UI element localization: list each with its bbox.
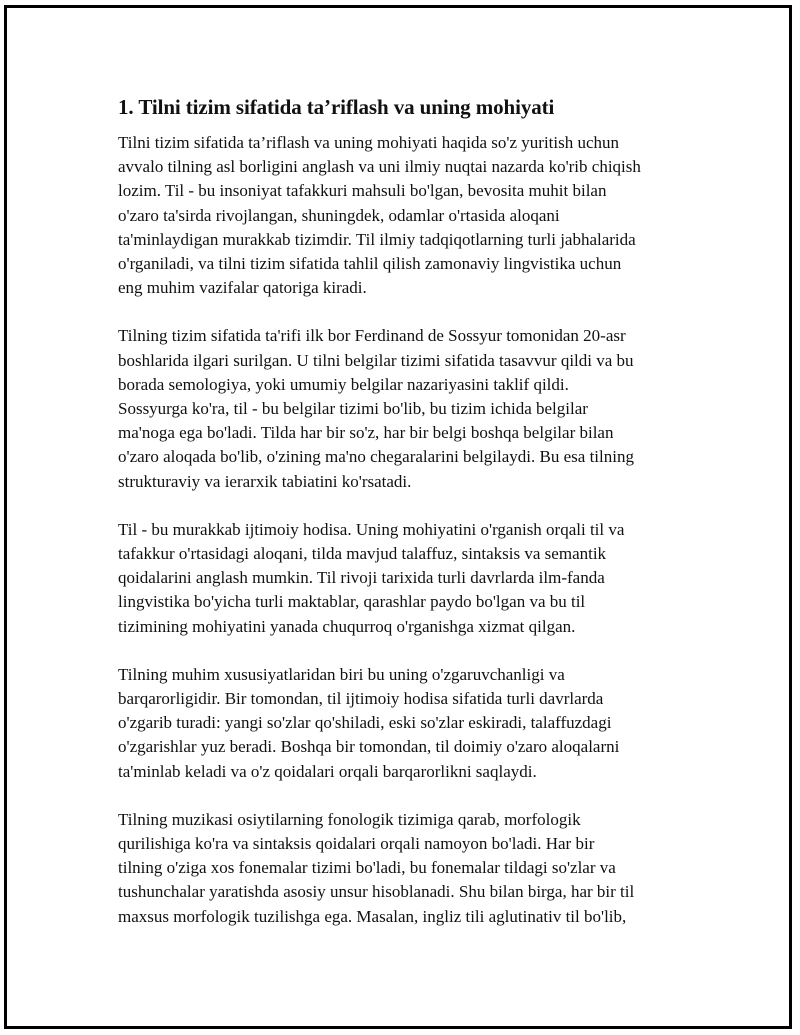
text-line: qurilishiga ko'ra va sintaksis qoidalari orqali namoyon bo'ladi. Har bir [118, 834, 595, 854]
text-line: Tilning muhim xususiyatlaridan biri bu uning o'zgaruvchanligi va [118, 664, 565, 684]
text-line: Til - bu murakkab ijtimoiy hodisa. Uning mohiyatini o'rganish orqali til va [118, 519, 625, 539]
text-line: ta'minlaydigan murakkab tizimdir. Til ilmiy tadqiqotlarning turli jabhalarida [118, 229, 636, 249]
text-line: qoidalarini anglash mumkin. Til rivoji tarixida turli davrlarda ilm-fanda [118, 568, 605, 588]
paragraph-4 [118, 663, 698, 784]
text-line: avvalo tilning asl borligini anglash va uni ilmiy nuqtai nazarda ko'rib chiqish [118, 157, 641, 177]
paragraph-1 [118, 131, 698, 300]
text-line: ma'noga ega bo'ladi. Tilda har bir so'z, har bir belgi boshqa belgilar bilan [118, 423, 614, 443]
text-line: o'rganiladi, va tilni tizim sifatida tahlil qilish zamonaviy lingvistika uchun [118, 254, 622, 274]
text-line: Tilning tizim sifatida ta'rifi ilk bor Ferdinand de Sossyur tomonidan 20-asr [118, 326, 626, 346]
text-line: strukturaviy va ierarxik tabiatini ko'rsatadi. [118, 471, 412, 491]
text-line: lozim. Til - bu insoniyat tafakkuri mahsuli bo'lgan, bevosita muhit bilan [118, 181, 607, 201]
text-line: Tilning muzikasi osiytilarning fonologik tizimiga qarab, morfologik [118, 809, 581, 829]
text-line: o'zgarishlar yuz beradi. Boshqa bir tomondan, til doimiy o'zaro aloqalarni [118, 737, 620, 757]
text-line: boshlarida ilgari surilgan. U tilni belgilar tizimi sifatida tasavvur qildi va bu [118, 350, 634, 370]
text-line: tilning o'ziga xos fonemalar tizimi bo'ladi, bu fonemalar tildagi so'zlar va [118, 858, 616, 878]
text-line: o'zaro aloqada bo'lib, o'zining ma'no chegaralarini belgilaydi. Bu esa tilning [118, 447, 634, 467]
text-line: ta'minlab keladi va o'z qoidalari orqali barqarorlikni saqlaydi. [118, 761, 537, 781]
paragraph-2 [118, 324, 698, 493]
text-line: o'zgarib turadi: yangi so'zlar qo'shiladi, eski so'zlar eskiradi, talaffuzdagi [118, 713, 612, 733]
document-body [118, 93, 698, 953]
text-line: barqarorligidir. Bir tomondan, til ijtimoiy hodisa sifatida turli davrlarda [118, 689, 604, 709]
paragraph-5 [118, 808, 698, 929]
text-line: tushunchalar yaratishda asosiy unsur hisoblanadi. Shu bilan birga, har bir til [118, 882, 635, 902]
text-line: Sossyurga ko'ra, til - bu belgilar tizimi bo'lib, bu tizim ichida belgilar [118, 399, 588, 419]
text-line: Tilni tizim sifatida ta’riflash va uning mohiyati haqida so'z yuritish uchun [118, 133, 620, 152]
text-line: lingvistika bo'yicha turli maktablar, qarashlar paydo bo'lgan va bu til [118, 592, 586, 612]
text-line: borada semologiya, yoki umumiy belgilar nazariyasini taklif qildi. [118, 374, 569, 394]
text-line: maxsus morfologik tuzilishga ega. Masalan, ingliz tili aglutinativ til bo'lib, [118, 906, 627, 926]
section-title: 1. Tilni tizim sifatida ta’riflash va uning mohiyati [118, 95, 555, 119]
text-line: tizimining mohiyatini yanada chuqurroq o'rganishga xizmat qilgan. [118, 616, 576, 636]
text-line: tafakkur o'rtasidagi aloqani, tilda mavjud talaffuz, sintaksis va semantik [118, 544, 607, 564]
text-line: o'zaro ta'sirda rivojlangan, shuningdek, odamlar o'rtasida aloqani [118, 205, 560, 225]
paragraph-3 [118, 518, 698, 639]
text-line: eng muhim vazifalar qatoriga kiradi. [118, 278, 367, 298]
